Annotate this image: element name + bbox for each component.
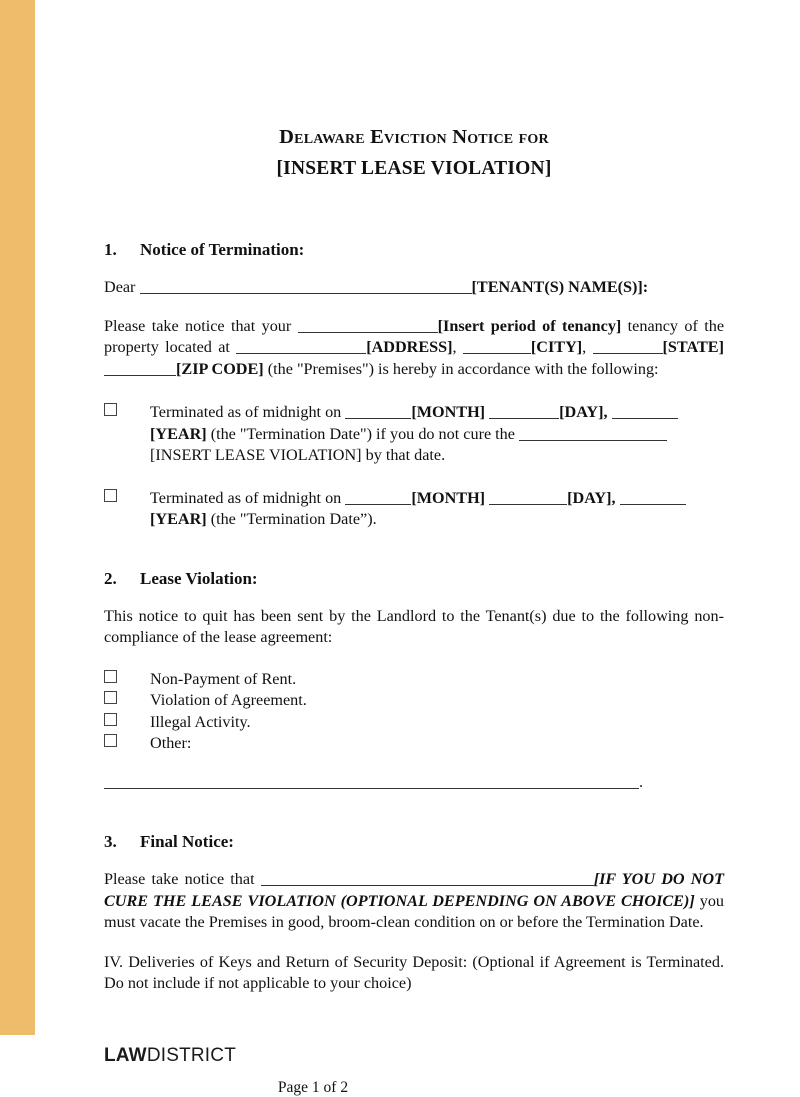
tenant-name-placeholder: [TENANT(S) NAME(S)]:	[471, 278, 649, 296]
state-blank[interactable]	[593, 339, 663, 354]
termination-option-1[interactable]	[104, 402, 724, 467]
section-1-heading	[104, 240, 724, 260]
tenancy-period-placeholder: [Insert period of tenancy]	[437, 316, 622, 335]
city-placeholder: [CITY]	[530, 338, 583, 356]
termination-option-1-text	[150, 402, 724, 467]
zip-blank[interactable]	[104, 361, 176, 376]
section-2-heading	[104, 569, 724, 589]
checkbox-other[interactable]	[104, 733, 150, 755]
other-violation-line	[104, 772, 724, 794]
option-1-violation-placeholder: [INSERT LEASE VIOLATION]	[150, 446, 362, 464]
final-notice-blank[interactable]	[261, 871, 594, 886]
option-1-month-placeholder: [MONTH]	[411, 403, 486, 421]
option-2-year-blank[interactable]	[620, 490, 686, 505]
left-accent-strip	[0, 0, 35, 1035]
other-violation-blank[interactable]	[104, 774, 639, 789]
section-3-title: Final Notice:	[140, 832, 234, 851]
premises-text-e: (the "Premises") is hereby in accordance with the following:	[263, 359, 659, 378]
tenancy-period-blank[interactable]	[298, 318, 438, 333]
final-notice-text-b: you must vacate the Premises in good, broom-clean condition on or before the Termination Date.	[104, 891, 725, 931]
document-title	[104, 122, 724, 184]
dear-line	[104, 277, 724, 299]
other-violation-trailing: .	[639, 772, 644, 791]
logo-text-bold: LAW	[104, 1044, 147, 1066]
option-2-year-placeholder: [YEAR]	[150, 510, 207, 528]
premises-text-d: ,	[582, 338, 593, 356]
option-2-tail: (the "Termination Date”).	[206, 510, 377, 528]
option-1-year-placeholder: [YEAR]	[150, 424, 207, 443]
section-3-heading	[104, 832, 724, 852]
lease-violation-intro: This notice to quit has been sent by the Landlord to the Tenant(s) due to the following non-compliance of the lease agreement:	[104, 606, 724, 646]
premises-paragraph	[104, 316, 724, 381]
checkbox-termination-option-1[interactable]	[104, 402, 150, 467]
option-2-day-blank[interactable]	[489, 490, 567, 505]
address-blank[interactable]	[236, 339, 366, 354]
checkbox-non-payment-of-rent[interactable]	[104, 669, 150, 691]
document-title-line-2: [INSERT LEASE VIOLATION]	[276, 158, 552, 179]
option-1-tail: by that date.	[361, 446, 446, 464]
premises-text-a: Please take notice that your	[104, 316, 298, 335]
violation-option-illegal-activity[interactable]	[104, 712, 724, 734]
page-number: Page 1 of 2	[277, 1078, 349, 1096]
violation-option-label: Illegal Activity.	[150, 712, 251, 731]
option-1-lead: Terminated as of midnight on	[150, 403, 346, 421]
checkbox-termination-option-2[interactable]	[104, 488, 150, 531]
option-2-month-placeholder: [MONTH]	[411, 488, 486, 507]
final-notice-paragraph	[104, 869, 724, 934]
zip-placeholder: [ZIP CODE]	[176, 359, 264, 378]
dear-label: Dear	[104, 278, 136, 296]
final-notice-text-a: Please take notice that	[104, 870, 261, 888]
violation-option-non-payment[interactable]	[104, 669, 724, 691]
city-blank[interactable]	[463, 339, 531, 354]
final-notice-deliveries: IV. Deliveries of Keys and Return of Security Deposit: (Optional if Agreement is Terminated. Do not include if not applicable to your choice)	[104, 952, 724, 992]
violation-option-label: Non-Payment of Rent.	[150, 669, 297, 688]
premises-text-b: tenancy of the property located at	[104, 316, 725, 356]
option-2-day-placeholder: [DAY],	[567, 488, 616, 507]
violation-option-label: Other:	[150, 734, 192, 752]
logo-text-regular: DISTRICT	[146, 1044, 237, 1066]
checkbox-violation-of-agreement[interactable]	[104, 690, 150, 712]
premises-text-c: ,	[452, 338, 463, 356]
section-2-title: Lease Violation:	[140, 568, 258, 588]
violation-option-other[interactable]	[104, 733, 724, 755]
option-1-mid: (the "Termination Date") if you do not cure the	[206, 424, 520, 443]
option-2-month-blank[interactable]	[345, 490, 411, 505]
section-1-title: Notice of Termination:	[140, 240, 305, 259]
section-2-number: 2.	[104, 568, 117, 588]
option-1-year-blank[interactable]	[612, 404, 678, 419]
option-2-lead: Terminated as of midnight on	[150, 488, 346, 507]
section-1-number: 1.	[104, 240, 117, 259]
tenant-name-blank[interactable]	[140, 279, 472, 294]
document-page	[104, 0, 725, 1096]
option-1-violation-blank[interactable]	[519, 426, 667, 441]
violation-option-label: Violation of Agreement.	[150, 691, 307, 709]
checkbox-illegal-activity[interactable]	[104, 712, 150, 734]
option-1-month-blank[interactable]	[345, 404, 411, 419]
violation-option-violation-of-agreement[interactable]	[104, 690, 724, 712]
address-placeholder: [ADDRESS]	[366, 338, 453, 356]
termination-option-2-text	[150, 488, 724, 531]
final-notice-emphasis: [IF YOU DO NOT CURE THE LEASE VIOLATION (OPTIONAL DEPENDING ON ABOVE CHOICE)]	[104, 870, 724, 910]
state-placeholder: [STATE]	[662, 338, 724, 356]
termination-option-2[interactable]	[104, 488, 724, 531]
option-1-day-blank[interactable]	[489, 404, 559, 419]
option-1-day-placeholder: [DAY],	[559, 403, 608, 421]
section-3-number: 3.	[104, 832, 117, 851]
lawdistrict-logo	[104, 1045, 724, 1067]
document-title-line-1: Delaware Eviction Notice for	[279, 126, 549, 148]
